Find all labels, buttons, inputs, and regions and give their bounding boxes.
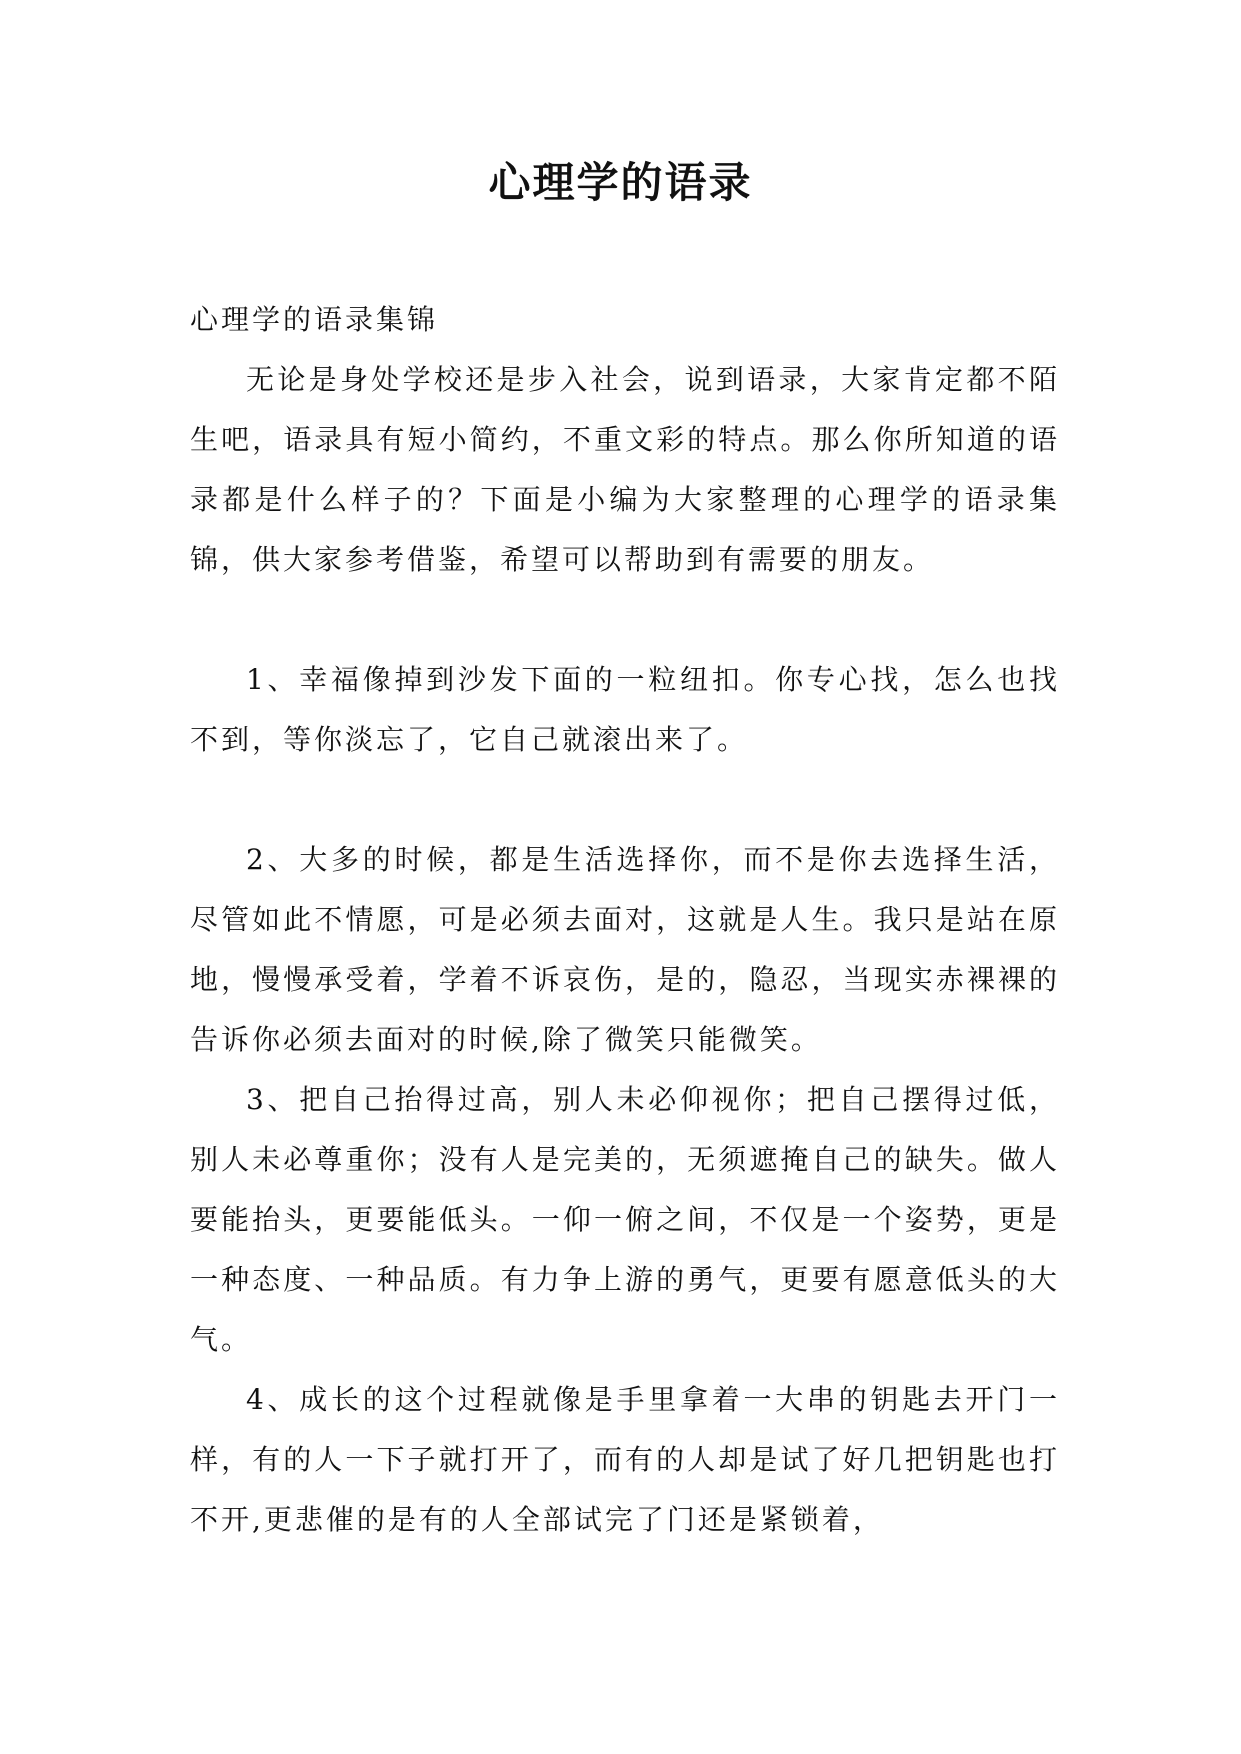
- document-body: [190, 290, 1060, 1550]
- paragraph-spacer: [190, 590, 1060, 650]
- quote-2: 2、大多的时候，都是生活选择你，而不是你去选择生活，尽管如此不情愿，可是必须去面对，这就是人生。我只是站在原地，慢慢承受着，学着不诉哀伤，是的，隐忍，当现实赤裸裸的告诉你必须去面对的时候,除了微笑只能微笑。: [190, 843, 1060, 1056]
- quote-3: 3、把自己抬得过高，别人未必仰视你；把自己摆得过低，别人未必尊重你；没有人是完美的，无须遮掩自己的缺失。做人要能抬头，更要能低头。一仰一俯之间，不仅是一个姿势，更是一种态度、一种品质。有力争上游的勇气，更要有愿意低头的大气。: [190, 1083, 1060, 1356]
- document-title: 心理学的语录: [488, 158, 753, 207]
- document-subtitle: 心理学的语录集锦: [190, 303, 439, 336]
- quote-4: 4、成长的这个过程就像是手里拿着一大串的钥匙去开门一样，有的人一下子就打开了，而有的人却是试了好几把钥匙也打不开,更悲催的是有的人全部试完了门还是紧锁着，: [190, 1383, 1060, 1536]
- intro-paragraph: 无论是身处学校还是步入社会，说到语录，大家肯定都不陌生吧，语录具有短小简约，不重文彩的特点。那么你所知道的语录都是什么样子的？下面是小编为大家整理的心理学的语录集锦，供大家参考借鉴，希望可以帮助到有需要的朋友。: [190, 363, 1060, 576]
- quote-1: 1、幸福像掉到沙发下面的一粒纽扣。你专心找，怎么也找不到，等你淡忘了，它自己就滚出来了。: [190, 663, 1060, 756]
- paragraph-spacer: [190, 770, 1060, 830]
